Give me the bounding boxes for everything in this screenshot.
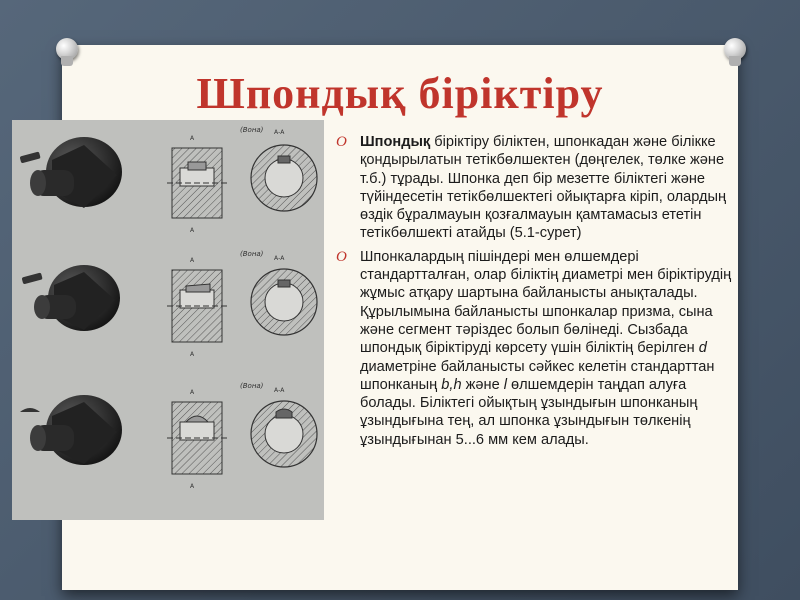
svg-text:A: A [190,483,195,490]
paragraph-2-part4: өлшемдерін таңдап алуға болады. Біліктегі ойықтың ұзындығын шпонканың ұзындығына тең, ал шпонка ұзындығын төлкенің ұзындығынан 5...6 мм кем алады. [360,376,698,448]
tag-label-2: (Вона) [240,250,264,258]
paragraph-1 [336,133,736,243]
shaft-photo-1 [20,137,122,208]
paragraph-1-text: біріктіру біліктен, шпонкадан және білікке қондырылатын тетікбөлшектен (дөңгелек, төлке және т.б.) тұрады. Шпонка деп бір мезетте біліктегі және түйіндесетін тетікбөлшектегі ойықтарға кіріп, олардың өздік бұралмауын қозғалмауын қамтамасыз ететін тетікбөлшекті атайды (5.1-сурет) [360,134,727,242]
section-label-2: А-А [274,255,285,262]
section-label-1: А-А [274,129,285,136]
key-assembly-drawing-1 [167,126,264,234]
key-joint-figure [12,120,324,520]
tag-label-3: (Вона) [240,382,264,390]
shaft-photo-2 [22,265,120,331]
section-drawing-3 [251,387,317,467]
symbol-l: l [503,376,507,393]
svg-text:A: A [190,135,195,142]
svg-text:A: A [190,257,195,264]
pin-icon-right [724,38,746,60]
svg-text:A: A [190,351,195,358]
paragraph-2-part3: және [461,376,504,393]
section-drawing-2 [251,255,317,335]
section-label-3: А-А [274,387,285,394]
svg-text:A: A [190,389,195,396]
slide-title: Шпондық біріктіру [196,69,604,118]
symbol-d: d [698,340,707,357]
tag-label-1: (Вона) [240,126,264,134]
paragraph-2-part2: диаметріне байланысты сәйкес келетін стандарттан шпонканың [360,358,715,393]
svg-text:A: A [190,227,195,234]
term-lead: Шпондық [360,134,431,150]
pin-icon-left [56,38,78,60]
shaft-photo-3 [20,395,122,465]
paragraph-2-part1: Шпонкалардың пішіндері мен өлшемдері стандартталған, олар біліктің диаметрі мен біріктірудің жұмыс атқару шартына байланысты анықталады. Құрылымына байланысты шпонкалар призма, сына және сегмент тәріздес болып бөлінеді. Сызбада шпондық біріктіруді көрсету үшін біліктің берілген [360,248,732,357]
figure-row-3 [20,382,317,490]
body-text [336,133,736,454]
bullet-icon: O [336,248,347,265]
key-joint-drawings [12,120,324,520]
figure-row-1 [20,126,317,234]
key-assembly-drawing-3 [167,382,264,490]
bullet-icon: O [336,134,347,150]
figure-row-2 [22,250,317,358]
paragraph-2 [336,248,736,449]
key-assembly-drawing-2 [167,250,264,358]
symbol-bh: b,h [441,376,462,393]
section-drawing-1 [251,129,317,211]
